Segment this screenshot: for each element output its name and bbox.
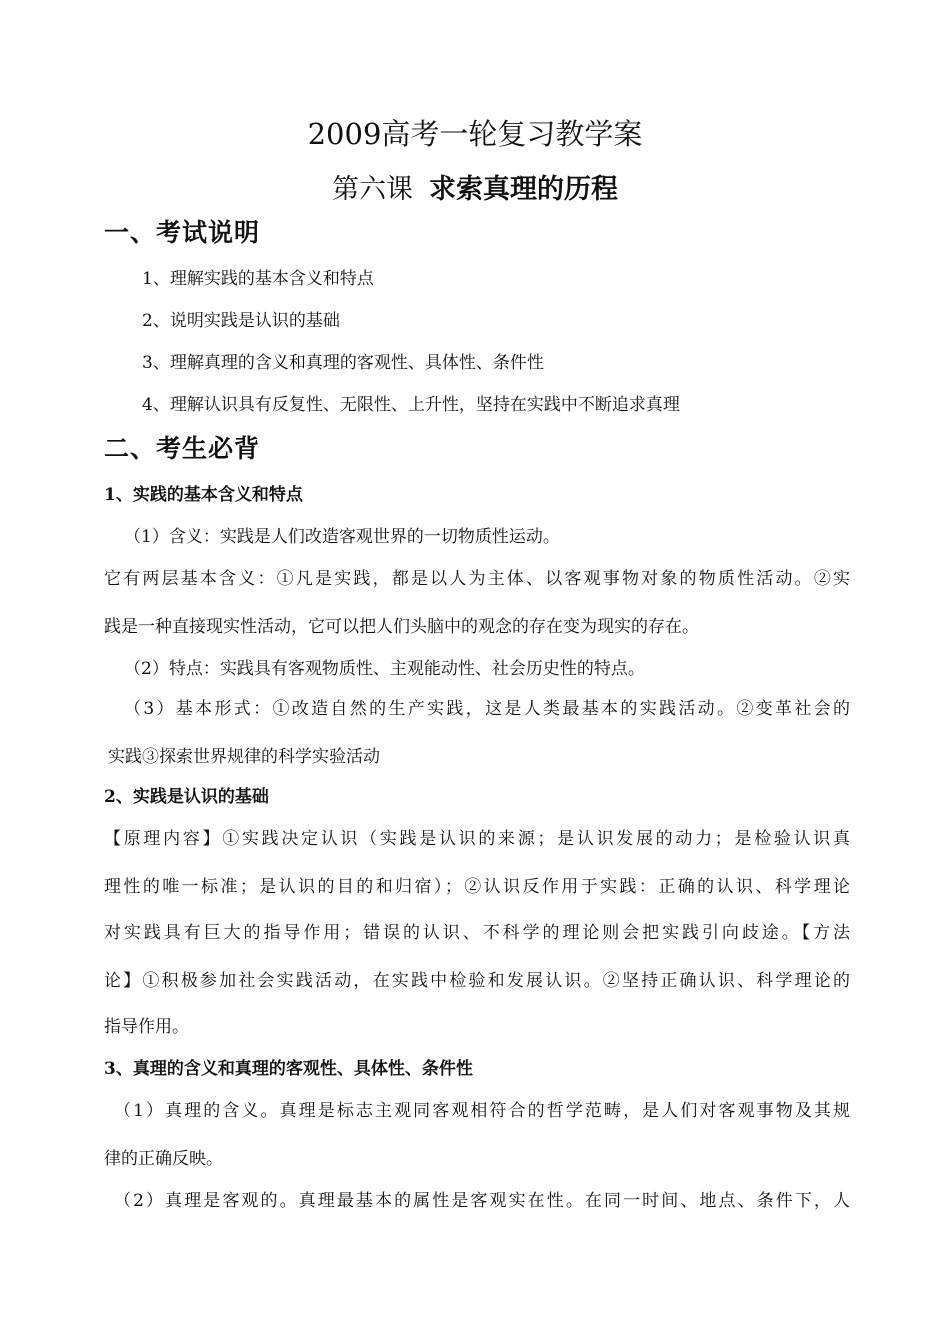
lesson-number: 第六课 bbox=[332, 174, 413, 205]
paragraph-line: 律的正确反映。 bbox=[104, 1149, 223, 1169]
exam-item: 4、理解认识具有反复性、无限性、上升性，坚持在实践中不断追求真理 bbox=[142, 395, 680, 415]
lesson-subtitle bbox=[0, 168, 950, 212]
paragraph-line: 【原理内容】①实践决定认识（实践是认识的来源；是认识发展的动力；是检验认识真 bbox=[104, 829, 850, 849]
paragraph-line: 对实践具有巨大的指导作用；错误的认识、不科学的理论则会把实践引向歧途。【方法 bbox=[104, 923, 850, 943]
paragraph-line: （2）特点：实践具有客观物质性、主观能动性、社会历史性的特点。 bbox=[124, 659, 645, 679]
document-title: 2009高考一轮复习教学案 bbox=[307, 117, 643, 151]
section-heading-must-know: 二、考生必背 bbox=[104, 434, 261, 463]
paragraph-line: 它有两层基本含义：①凡是实践，都是以人为主体、以客观事物对象的物质性活动。②实 bbox=[104, 569, 850, 589]
paragraph-line: （3）基本形式：①改造自然的生产实践，这是人类最基本的实践活动。②变革社会的 bbox=[124, 699, 850, 719]
paragraph-line: （1）真理的含义。真理是标志主观同客观相符合的哲学范畴，是人们对客观事物及其规 bbox=[114, 1101, 850, 1121]
section-heading-exam-description: 一、考试说明 bbox=[104, 218, 261, 247]
subsection-heading-basis: 2、实践是认识的基础 bbox=[104, 787, 269, 807]
exam-item: 3、理解真理的含义和真理的客观性、具体性、条件性 bbox=[142, 353, 544, 373]
paragraph-line: （1）含义：实践是人们改造客观世界的一切物质性运动。 bbox=[124, 527, 560, 547]
subsection-heading-practice: 1、实践的基本含义和特点 bbox=[104, 485, 303, 505]
paragraph-line: 指导作用。 bbox=[104, 1017, 189, 1037]
exam-item: 2、说明实践是认识的基础 bbox=[142, 311, 340, 331]
paragraph-line: 实践③探索世界规律的科学实验活动 bbox=[108, 747, 380, 767]
paragraph-line: （2）真理是客观的。真理最基本的属性是客观实在性。在同一时间、地点、条件下，人 bbox=[114, 1191, 850, 1211]
subsection-heading-truth: 3、真理的含义和真理的客观性、具体性、条件性 bbox=[104, 1059, 473, 1079]
paragraph-line: 践是一种直接现实性活动，它可以把人们头脑中的观念的存在变为现实的存在。 bbox=[104, 617, 699, 637]
paragraph-line: 论】①积极参加社会实践活动，在实践中检验和发展认识。②坚持正确认识、科学理论的 bbox=[104, 971, 850, 991]
lesson-topic: 求索真理的历程 bbox=[429, 174, 618, 205]
exam-item: 1、理解实践的基本含义和特点 bbox=[142, 269, 374, 289]
paragraph-line: 理性的唯一标准；是认识的目的和归宿）；②认识反作用于实践：正确的认识、科学理论 bbox=[104, 877, 850, 897]
